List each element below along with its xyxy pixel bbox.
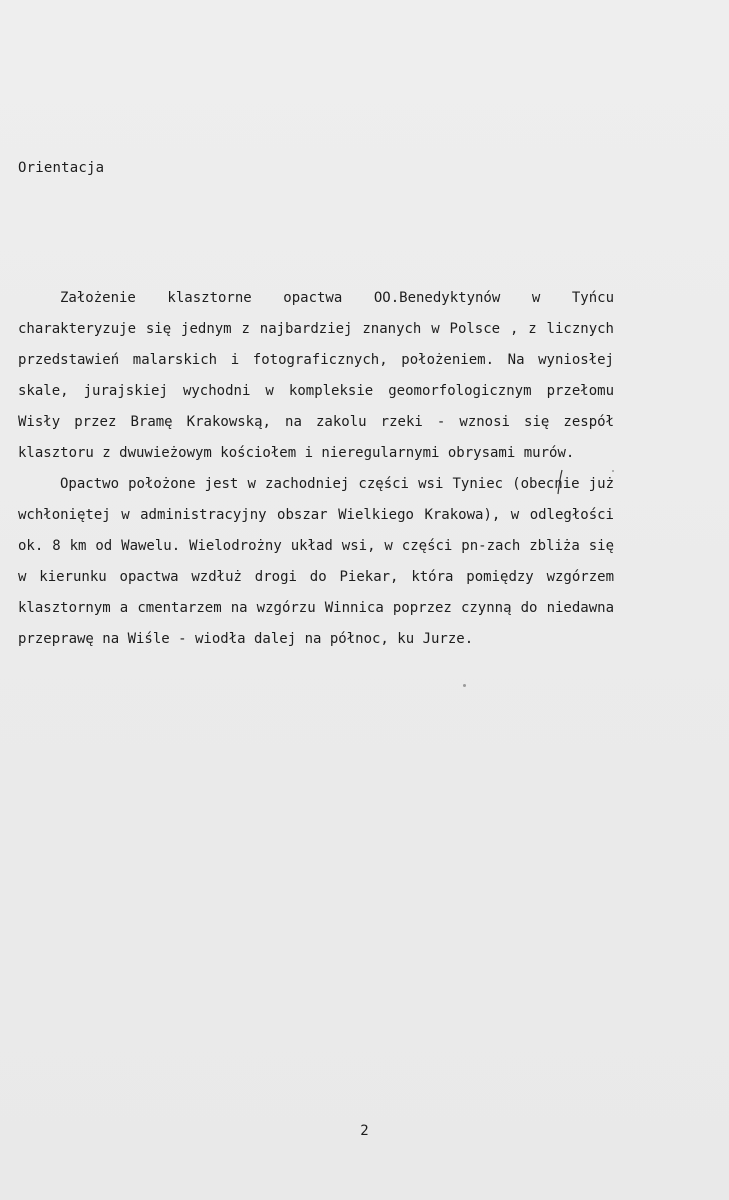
paragraph-1-line: klasztoru z dwuwieżowym kościołem i nieregularnymi obrysami murów. [18,445,575,461]
paragraph-1-line: Założenie klasztorne opactwa OO.Benedyktynów w Tyńcu [60,290,614,306]
paragraph-2-line: klasztornym a cmentarzem na wzgórzu Winnica poprzez czynną do niedawna [18,600,614,616]
paragraph-2-line: przeprawę na Wiśle - wiodła dalej na północ, ku Jurze. [18,631,474,647]
paragraph-2-line: w kierunku opactwa wzdłuż drogi do Piekar, która pomiędzy wzgórzem [18,569,614,585]
handwritten-insert-mark [553,469,569,495]
body-text [18,283,614,655]
paragraph-1-line: Wisły przez Bramę Krakowską, na zakolu rzeki - wznosi się zespół [18,414,614,430]
scan-speck [612,470,614,472]
page-number: 2 [360,1123,369,1139]
scan-speck [463,684,466,687]
paragraph-1-line: charakteryzuje się jednym z najbardziej znanych w Polsce , z licznych [18,321,614,337]
paragraph-1-line: przedstawień malarskich i fotograficznych, położeniem. Na wyniosłej [18,352,614,368]
paragraph-1-line: skale, jurajskiej wychodni w kompleksie geomorfologicznym przełomu [18,383,614,399]
paragraph-2-line: Opactwo położone jest w zachodniej części wsi Tyniec (obecnie już [60,476,614,492]
paragraph-2-line: wchłoniętej w administracyjny obszar Wielkiego Krakowa), w odległości [18,507,614,523]
paragraph-2-line: ok. 8 km od Wawelu. Wielodrożny układ wsi, w części pn-zach zbliża się [18,538,614,554]
section-heading: Orientacja [18,160,105,176]
